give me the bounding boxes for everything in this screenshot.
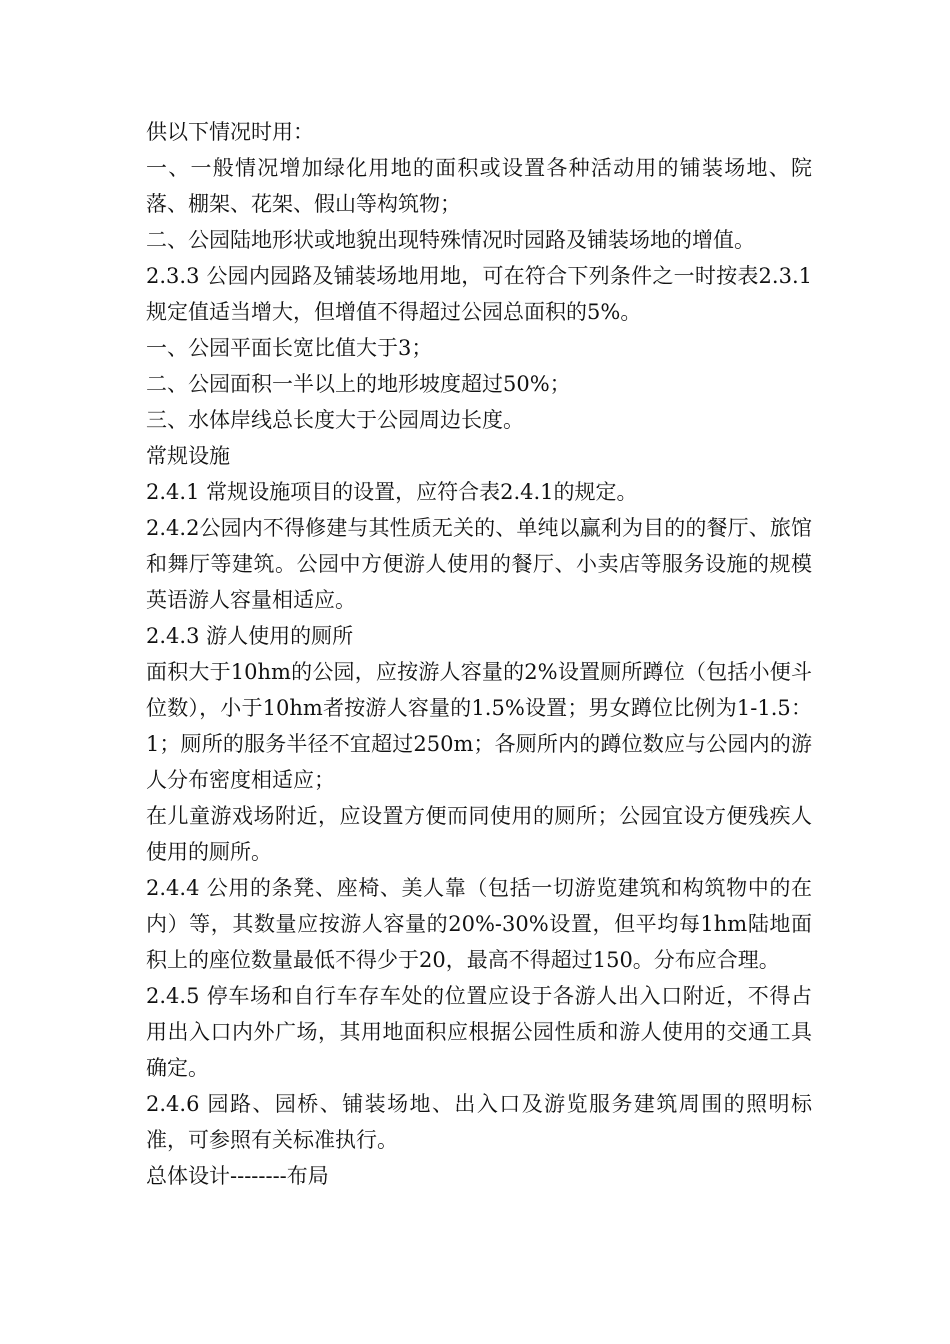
paragraph-condition-1: 一、公园平面长宽比值大于3；: [146, 336, 433, 360]
paragraph-2-4-6: 2.4.6 园路、园桥、铺装场地、出入口及游览服务建筑周围的照明标准，可参照有关标准执行。: [146, 1092, 812, 1152]
paragraph-2-4-5: 2.4.5 停车场和自行车存车处的位置应设于各游人出入口附近，不得占用出入口内外广场，其用地面积应根据公园性质和游人使用的交通工具确定。: [146, 984, 812, 1080]
section-heading-facilities: 常规设施: [146, 444, 230, 468]
paragraph-2-4-3-title: 2.4.3 游人使用的厕所: [146, 624, 354, 648]
paragraph-2-3-3: 2.3.3 公园内园路及铺装场地用地，可在符合下列条件之一时按表2.3.1规定值适当增大，但增值不得超过公园总面积的5%。: [146, 264, 812, 324]
section-heading-layout: 总体设计--------布局: [146, 1164, 329, 1188]
paragraph-2-4-1: 2.4.1 常规设施项目的设置，应符合表2.4.1的规定。: [146, 480, 638, 504]
paragraph-condition-3: 三、水体岸线总长度大于公园周边长度。: [146, 408, 524, 432]
paragraph-2-4-4: 2.4.4 公用的条凳、座椅、美人靠（包括一切游览建筑和构筑物中的在内）等，其数量应按游人容量的20%-30%设置，但平均每1hm陆地面积上的座位数量最低不得少于20，最高不得超过150。分布应合理。: [146, 876, 812, 972]
paragraph-condition-2: 二、公园面积一半以上的地形坡度超过50%；: [146, 372, 571, 396]
paragraph-intro: 供以下情况时用：: [146, 120, 314, 144]
document-body: [146, 114, 812, 1194]
paragraph-2-4-2: 2.4.2公园内不得修建与其性质无关的、单纯以赢利为目的的餐厅、旅馆和舞厅等建筑。公园中方便游人使用的餐厅、小卖店等服务设施的规模英语游人容量相适应。: [146, 516, 812, 612]
paragraph-item-1: 一、一般情况增加绿化用地的面积或设置各种活动用的铺装场地、院落、棚架、花架、假山等构筑物；: [146, 156, 812, 216]
paragraph-item-2: 二、公园陆地形状或地貌出现特殊情况时园路及铺装场地的增值。: [146, 228, 755, 252]
paragraph-toilet-capacity: 面积大于10hm的公园，应按游人容量的2%设置厕所蹲位（包括小便斗位数），小于10hm者按游人容量的1.5%设置；男女蹲位比例为1-1.5：1；厕所的服务半径不宜超过250m；各厕所内的蹲位数应与公园内的游人分布密度相适应；: [146, 660, 812, 792]
paragraph-toilet-location: 在儿童游戏场附近，应设置方便而同使用的厕所；公园宜设方便残疾人使用的厕所。: [146, 804, 812, 864]
